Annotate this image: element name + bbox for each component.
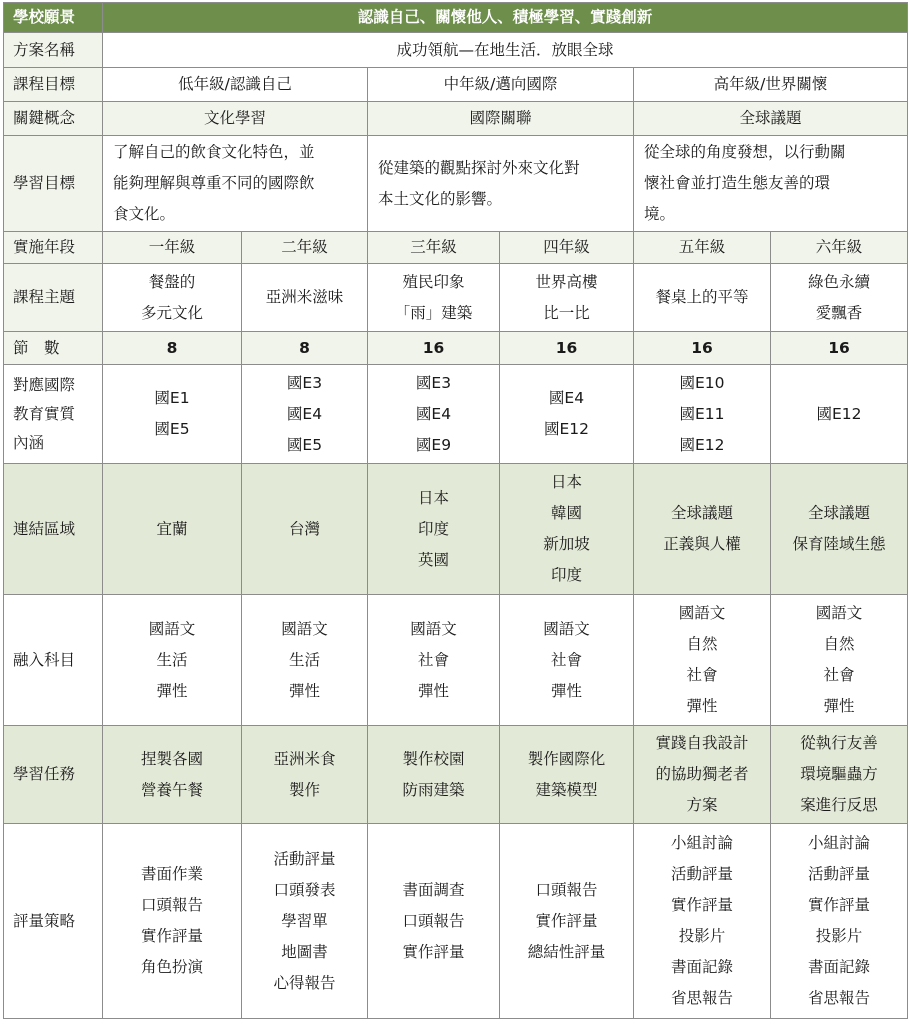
learning-goal-label: 學習目標 — [4, 136, 103, 232]
subjects-6-line: 自然 — [823, 635, 855, 653]
subjects-4-line: 國語文 — [543, 619, 590, 638]
tasks-label: 學習任務 — [4, 726, 103, 824]
tasks-6-line: 環境驅蟲方 — [800, 765, 878, 783]
region-2 — [242, 464, 368, 595]
connotation-3-line: 國E3 — [415, 373, 452, 392]
subjects-4-line: 社會 — [550, 650, 582, 669]
connotation-5-line: 國E10 — [679, 373, 725, 392]
tasks-row — [4, 726, 908, 824]
theme-1-line: 多元文化 — [140, 303, 203, 322]
region-6 — [771, 464, 908, 595]
region-3 — [368, 464, 500, 595]
assessment-6-line: 投影片 — [815, 927, 863, 945]
subjects-3-line: 社會 — [417, 650, 449, 669]
theme-5 — [634, 264, 771, 332]
theme-4-line: 比一比 — [543, 303, 590, 322]
subjects-5-line: 自然 — [686, 635, 718, 653]
course-goal-low: 低年級/認識自己 — [103, 68, 368, 102]
connotation-label — [4, 365, 103, 464]
theme-3-line: 殖民印象 — [402, 272, 465, 291]
region-4-line: 韓國 — [550, 504, 582, 522]
region-2-line: 台灣 — [288, 519, 320, 538]
region-3-line: 英國 — [417, 550, 449, 569]
grade-row — [4, 232, 908, 264]
tasks-5-line: 方案 — [686, 796, 718, 814]
subjects-3-line: 彈性 — [417, 681, 449, 700]
assessment-2-line: 學習單 — [281, 911, 328, 930]
subjects-5-line: 社會 — [686, 666, 718, 684]
sessions-4: 16 — [500, 332, 634, 365]
connotation-3-line: 國E4 — [415, 404, 452, 423]
subjects-6-line: 國語文 — [815, 604, 863, 622]
subjects-2-line: 彈性 — [288, 681, 320, 700]
tasks-5-line: 的協助獨老者 — [655, 765, 749, 783]
learning-goal-high-line: 懷社會並打造生態友善的環 — [644, 174, 831, 192]
assessment-6 — [771, 824, 908, 1019]
learning-goal-high-line: 從全球的角度發想，以行動關 — [644, 143, 846, 161]
connotation-5-line: 國E11 — [679, 404, 725, 423]
sessions-row — [4, 332, 908, 365]
subjects-3-line: 國語文 — [410, 619, 457, 638]
region-label: 連結區域 — [4, 464, 103, 595]
tasks-4-line: 建築模型 — [535, 780, 598, 799]
connotation-2-line: 國E3 — [286, 373, 323, 392]
subjects-row — [4, 595, 908, 726]
learning-goal-row — [4, 136, 908, 232]
learning-goal-low — [103, 136, 368, 232]
sessions-1: 8 — [103, 332, 242, 365]
subjects-5-line: 彈性 — [686, 697, 718, 715]
tasks-1-line: 營養午餐 — [140, 780, 203, 799]
sessions-6: 16 — [771, 332, 908, 365]
key-concept-mid: 國際關聯 — [368, 102, 634, 136]
region-4-line: 新加坡 — [543, 535, 590, 553]
theme-4-line: 世界高樓 — [535, 272, 598, 291]
vision-value: 認識自己、關懷他人、積極學習、實踐創新 — [103, 3, 908, 33]
region-1 — [103, 464, 242, 595]
grade-6: 六年級 — [771, 232, 908, 264]
subjects-6-line: 彈性 — [823, 697, 855, 715]
learning-goal-mid — [368, 136, 634, 232]
connotation-row — [4, 365, 908, 464]
assessment-4-line: 總結性評量 — [527, 942, 606, 961]
theme-2-line: 亞洲米滋味 — [265, 288, 344, 306]
grade-1: 一年級 — [103, 232, 242, 264]
sessions-5: 16 — [634, 332, 771, 365]
assessment-1-line: 實作評量 — [140, 927, 203, 945]
subjects-3 — [368, 595, 500, 726]
tasks-4 — [500, 726, 634, 824]
assessment-label: 評量策略 — [4, 824, 103, 1019]
assessment-6-line: 小組討論 — [808, 834, 871, 852]
grade-label: 實施年段 — [4, 232, 103, 264]
assessment-5-line: 書面記錄 — [670, 958, 733, 976]
tasks-3 — [368, 726, 500, 824]
assessment-1-line: 書面作業 — [140, 865, 203, 883]
region-4 — [500, 464, 634, 595]
tasks-4-line: 製作國際化 — [527, 749, 606, 768]
assessment-5-line: 小組討論 — [670, 834, 733, 852]
tasks-5 — [634, 726, 771, 824]
theme-label: 課程主題 — [4, 264, 103, 332]
connotation-3 — [368, 365, 500, 464]
assessment-4-line: 口頭報告 — [535, 880, 598, 899]
assessment-2-line: 心得報告 — [273, 973, 336, 992]
subjects-2-line: 生活 — [288, 650, 320, 669]
tasks-3-line: 製作校園 — [402, 749, 465, 768]
tasks-3-line: 防雨建築 — [402, 780, 465, 799]
connotation-3-line: 國E9 — [415, 435, 452, 454]
tasks-6-line: 從執行友善 — [800, 734, 878, 752]
connotation-4-line: 國E4 — [548, 389, 585, 407]
key-concept-high: 全球議題 — [634, 102, 908, 136]
learning-goal-mid-line: 從建築的觀點探討外來文化對 — [378, 158, 580, 177]
assessment-1 — [103, 824, 242, 1019]
grade-3: 三年級 — [368, 232, 500, 264]
assessment-5-line: 省思報告 — [670, 989, 733, 1007]
subjects-5-line: 國語文 — [678, 604, 726, 622]
region-5-line: 全球議題 — [670, 504, 733, 522]
assessment-2-line: 地圖書 — [281, 942, 328, 961]
connotation-5-line: 國E12 — [679, 435, 725, 454]
subjects-1-line: 生活 — [156, 650, 188, 669]
learning-goal-low-line: 了解自己的飲食文化特色，並 — [113, 143, 315, 161]
theme-5-line: 餐桌上的平等 — [655, 288, 749, 306]
subjects-label: 融入科目 — [4, 595, 103, 726]
subjects-1-line: 國語文 — [148, 619, 196, 638]
theme-3 — [368, 264, 500, 332]
subjects-6-line: 社會 — [823, 666, 855, 684]
learning-goal-low-line: 能夠理解與尊重不同的國際飲 — [113, 174, 315, 192]
subjects-1 — [103, 595, 242, 726]
connotation-2-line: 國E5 — [286, 435, 323, 454]
tasks-6 — [771, 726, 908, 824]
theme-4 — [500, 264, 634, 332]
connotation-label-line: 對應國際 — [13, 375, 76, 394]
theme-row — [4, 264, 908, 332]
subjects-4-line: 彈性 — [550, 681, 582, 700]
theme-3-line: 「雨」建築 — [394, 303, 473, 322]
connotation-2 — [242, 365, 368, 464]
assessment-5-line: 活動評量 — [670, 865, 733, 883]
assessment-2 — [242, 824, 368, 1019]
program-name-row — [4, 33, 908, 68]
assessment-4-line: 實作評量 — [535, 911, 598, 930]
region-6-line: 保育陸域生態 — [792, 535, 886, 553]
connotation-4-line: 國E12 — [543, 420, 590, 438]
course-goal-row — [4, 68, 908, 102]
sessions-2: 8 — [242, 332, 368, 365]
assessment-1-line: 口頭報告 — [140, 896, 203, 914]
assessment-5-line: 實作評量 — [670, 896, 733, 914]
region-4-line: 印度 — [550, 566, 582, 584]
key-concept-label: 關鍵概念 — [4, 102, 103, 136]
grade-2: 二年級 — [242, 232, 368, 264]
theme-6-line: 綠色永續 — [808, 272, 871, 291]
assessment-1-line: 角色扮演 — [140, 958, 203, 976]
assessment-3-line: 口頭報告 — [402, 911, 465, 930]
region-5-line: 正義與人權 — [663, 535, 741, 553]
connotation-4 — [500, 365, 634, 464]
assessment-row — [4, 824, 908, 1019]
connotation-1-line: 國E1 — [154, 389, 190, 407]
region-row — [4, 464, 908, 595]
theme-6 — [771, 264, 908, 332]
subjects-4 — [500, 595, 634, 726]
assessment-6-line: 省思報告 — [808, 989, 871, 1007]
grade-4: 四年級 — [500, 232, 634, 264]
sessions-3: 16 — [368, 332, 500, 365]
connotation-1 — [103, 365, 242, 464]
sessions-label: 節 數 — [4, 332, 103, 365]
connotation-5 — [634, 365, 771, 464]
course-goal-mid: 中年級/邁向國際 — [368, 68, 634, 102]
region-3-line: 日本 — [417, 488, 449, 507]
tasks-2 — [242, 726, 368, 824]
assessment-2-line: 活動評量 — [273, 849, 336, 868]
theme-1-line: 餐盤的 — [148, 272, 196, 291]
assessment-4 — [500, 824, 634, 1019]
theme-2 — [242, 264, 368, 332]
vision-row — [4, 3, 908, 33]
learning-goal-low-line: 食文化。 — [113, 205, 176, 223]
assessment-3-line: 書面調查 — [402, 880, 465, 899]
tasks-1-line: 捏製各國 — [140, 749, 203, 768]
program-name-value: 成功領航—在地生活．放眼全球 — [103, 33, 908, 68]
region-3-line: 印度 — [417, 519, 449, 538]
connotation-label-line: 教育實質 — [13, 404, 76, 423]
assessment-3-line: 實作評量 — [402, 942, 465, 961]
assessment-6-line: 實作評量 — [808, 896, 871, 914]
connotation-1-line: 國E5 — [154, 420, 190, 438]
tasks-2-line: 製作 — [288, 780, 320, 799]
curriculum-table — [3, 2, 908, 1019]
assessment-5-line: 投影片 — [678, 927, 726, 945]
subjects-5 — [634, 595, 771, 726]
learning-goal-high — [634, 136, 908, 232]
learning-goal-mid-line: 本土文化的影響。 — [378, 189, 503, 208]
assessment-5 — [634, 824, 771, 1019]
tasks-1 — [103, 726, 242, 824]
subjects-6 — [771, 595, 908, 726]
assessment-3 — [368, 824, 500, 1019]
assessment-6-line: 書面記錄 — [808, 958, 871, 976]
course-goal-high: 高年級/世界關懷 — [634, 68, 908, 102]
tasks-6-line: 案進行反思 — [800, 796, 878, 814]
vision-label: 學校願景 — [4, 3, 103, 33]
region-5 — [634, 464, 771, 595]
tasks-5-line: 實踐自我設計 — [655, 734, 749, 752]
connotation-6-line: 國E12 — [816, 404, 862, 423]
connotation-2-line: 國E4 — [286, 404, 323, 423]
connotation-label-line: 內涵 — [13, 433, 45, 452]
connotation-6 — [771, 365, 908, 464]
assessment-2-line: 口頭發表 — [273, 880, 336, 899]
course-goal-label: 課程目標 — [4, 68, 103, 102]
learning-goal-high-line: 境。 — [644, 205, 676, 223]
subjects-2 — [242, 595, 368, 726]
subjects-1-line: 彈性 — [156, 681, 188, 700]
tasks-2-line: 亞洲米食 — [273, 749, 336, 768]
assessment-6-line: 活動評量 — [808, 865, 871, 883]
theme-1 — [103, 264, 242, 332]
program-name-label: 方案名稱 — [4, 33, 103, 68]
key-concept-row — [4, 102, 908, 136]
subjects-2-line: 國語文 — [281, 619, 328, 638]
theme-6-line: 愛飄香 — [815, 303, 863, 322]
key-concept-low: 文化學習 — [103, 102, 368, 136]
region-6-line: 全球議題 — [808, 504, 871, 522]
region-4-line: 日本 — [550, 473, 582, 491]
region-1-line: 宜蘭 — [156, 519, 188, 538]
grade-5: 五年級 — [634, 232, 771, 264]
